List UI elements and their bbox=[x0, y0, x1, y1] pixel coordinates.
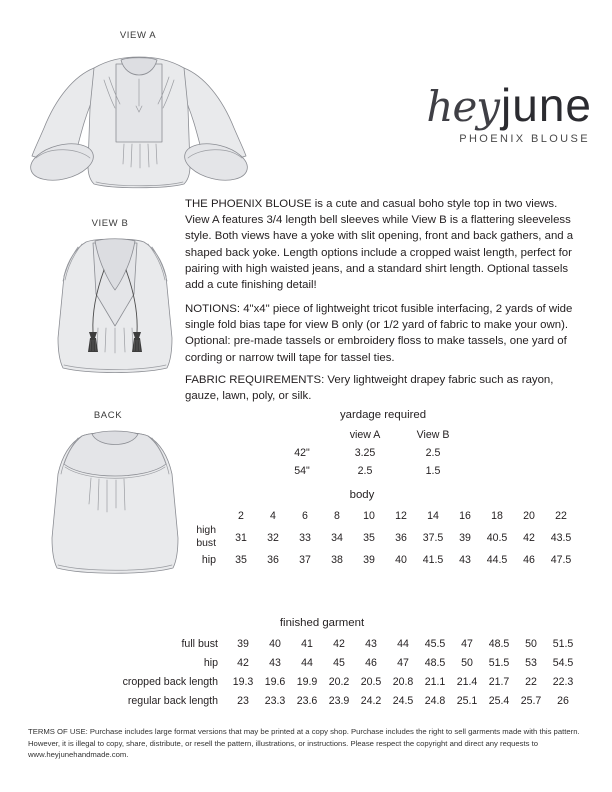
fin-cell: 21.7 bbox=[488, 675, 510, 688]
body-cell: 36 bbox=[395, 531, 407, 544]
body-cell: 32 bbox=[267, 531, 279, 544]
pattern-name: PHOENIX BLOUSE bbox=[459, 133, 590, 145]
logo-sans-text: june bbox=[501, 79, 592, 131]
brand-logo bbox=[392, 72, 592, 145]
fin-cell: 41 bbox=[301, 637, 313, 650]
size-header: 10 bbox=[363, 509, 375, 522]
fin-cell: 19.9 bbox=[296, 675, 318, 688]
fin-cell: 24.8 bbox=[424, 694, 446, 707]
body-cell: 40.5 bbox=[486, 531, 508, 544]
table-row bbox=[283, 462, 467, 480]
fin-cell: 47 bbox=[397, 656, 409, 669]
size-header: 20 bbox=[523, 509, 535, 522]
back-view-illustration bbox=[36, 426, 196, 586]
description-paragraph: THE PHOENIX BLOUSE is a cute and casual boho style top in two views. View A features 3/4 length bell sleeves while View B is a flattering sleeveless style. Both views have a yoke with slit opening, front and back gathers, and a shaped back yoke. Length options include a cropped waist length, perfect for pairing with high waisted jeans, and a standard shirt length. Optional tassels add a cute finishing detail! bbox=[185, 198, 574, 292]
fin-cell: 19.3 bbox=[232, 675, 254, 688]
body-cell: 44.5 bbox=[486, 553, 508, 566]
fin-row-label: hip bbox=[203, 656, 218, 669]
body-cell: 33 bbox=[299, 531, 311, 544]
fin-cell: 43 bbox=[269, 656, 281, 669]
body-cell: 34 bbox=[331, 531, 343, 544]
yardage-cell: 2.5 bbox=[425, 447, 441, 459]
fin-cell: 25.4 bbox=[488, 694, 510, 707]
fabric-requirements-paragraph: FABRIC REQUIREMENTS: Very lightweight drapey fabric such as rayon, gauze, lawn, poly, or silk. bbox=[185, 374, 554, 403]
body-cell: 47.5 bbox=[550, 553, 572, 566]
fin-cell: 22.3 bbox=[552, 675, 574, 688]
body-size-header-row bbox=[176, 506, 577, 525]
table-row bbox=[96, 672, 579, 691]
view-a-illustration bbox=[16, 46, 276, 196]
body-cell: 39 bbox=[363, 553, 375, 566]
fin-cell: 23.9 bbox=[328, 694, 350, 707]
fin-row-label: regular back length bbox=[127, 694, 218, 707]
fin-row-label: full bust bbox=[181, 637, 218, 650]
fin-cell: 23.6 bbox=[296, 694, 318, 707]
table-row bbox=[96, 653, 579, 672]
finished-garment-table-title: finished garment bbox=[279, 617, 365, 629]
notions-paragraph: NOTIONS: 4"x4" piece of lightweight tricot fusible interfacing, 2 yards of wide single fold bias tape for view B only (or 1/2 yard of fabric to make your own). Optional: pre-made tassels or embroidery floss to make tassels, one yard of cording or narrow twill tape for tassel ties. bbox=[185, 303, 573, 364]
yardage-cell: 3.25 bbox=[354, 447, 376, 459]
fin-cell: 19.6 bbox=[264, 675, 286, 688]
table-row bbox=[283, 444, 467, 462]
fin-cell: 54.5 bbox=[552, 656, 574, 669]
size-header: 14 bbox=[427, 509, 439, 522]
body-measurements-table bbox=[176, 506, 577, 569]
body-cell: 37 bbox=[299, 553, 311, 566]
fin-cell: 20.8 bbox=[392, 675, 414, 688]
fin-cell: 40 bbox=[269, 637, 281, 650]
fin-cell: 46 bbox=[365, 656, 377, 669]
yardage-cell: 1.5 bbox=[425, 465, 441, 477]
yardage-cell: 2.5 bbox=[357, 465, 373, 477]
back-view-label: BACK bbox=[93, 410, 123, 421]
fin-cell: 23.3 bbox=[264, 694, 286, 707]
fin-cell: 24.2 bbox=[360, 694, 382, 707]
size-header: 8 bbox=[334, 509, 340, 522]
fin-cell: 21.4 bbox=[456, 675, 478, 688]
fin-cell: 45 bbox=[333, 656, 345, 669]
fin-cell: 51.5 bbox=[552, 637, 574, 650]
yardage-row-label: 54" bbox=[294, 465, 310, 477]
size-header: 6 bbox=[302, 509, 308, 522]
fin-cell: 53 bbox=[525, 656, 537, 669]
table-row bbox=[176, 525, 577, 550]
fin-cell: 20.5 bbox=[360, 675, 382, 688]
fin-cell: 45.5 bbox=[424, 637, 446, 650]
body-row-label-high-bust: high bust bbox=[196, 525, 216, 549]
fin-cell: 26 bbox=[557, 694, 569, 707]
fin-cell: 20.2 bbox=[328, 675, 350, 688]
fin-cell: 21.1 bbox=[424, 675, 446, 688]
yardage-col-view-b: View B bbox=[416, 429, 450, 441]
table-row bbox=[96, 691, 579, 710]
body-cell: 36 bbox=[267, 553, 279, 566]
terms-of-use: TERMS OF USE: Purchase includes large format versions that may be printed at a copy shop. Purchase includes the right to sell garments made with this pattern. However, it is illegal to copy, share, distribute, or resell the pattern, illustrations, or instructions. Please respect the copyright and direct any requests to www.heyjunehandmade.com. bbox=[28, 727, 580, 760]
fin-cell: 25.1 bbox=[456, 694, 478, 707]
body-cell: 40 bbox=[395, 553, 407, 566]
fin-cell: 42 bbox=[237, 656, 249, 669]
body-cell: 35 bbox=[363, 531, 375, 544]
yardage-table-title: yardage required bbox=[339, 409, 427, 421]
body-cell: 43.5 bbox=[550, 531, 572, 544]
size-header: 12 bbox=[395, 509, 407, 522]
body-cell: 46 bbox=[523, 553, 535, 566]
body-cell: 39 bbox=[459, 531, 471, 544]
finished-garment-table bbox=[96, 634, 579, 710]
fin-cell: 44 bbox=[301, 656, 313, 669]
yardage-table bbox=[283, 426, 467, 480]
fin-cell: 25.7 bbox=[520, 694, 542, 707]
body-cell: 31 bbox=[235, 531, 247, 544]
body-cell: 41.5 bbox=[422, 553, 444, 566]
body-row-label-hip: hip bbox=[201, 553, 216, 566]
fin-cell: 42 bbox=[333, 637, 345, 650]
view-a-label: VIEW A bbox=[119, 30, 157, 41]
fin-cell: 23 bbox=[237, 694, 249, 707]
fin-cell: 43 bbox=[365, 637, 377, 650]
fin-cell: 50 bbox=[461, 656, 473, 669]
fin-cell: 44 bbox=[397, 637, 409, 650]
view-b-label: VIEW B bbox=[91, 218, 129, 229]
size-header: 2 bbox=[238, 509, 244, 522]
body-cell: 42 bbox=[523, 531, 535, 544]
yardage-header-row bbox=[283, 426, 467, 444]
fin-cell: 24.5 bbox=[392, 694, 414, 707]
size-header: 22 bbox=[555, 509, 567, 522]
fin-cell: 22 bbox=[525, 675, 537, 688]
size-header: 18 bbox=[491, 509, 503, 522]
fin-cell: 50 bbox=[525, 637, 537, 650]
table-row bbox=[176, 550, 577, 569]
table-row bbox=[96, 634, 579, 653]
yardage-row-label: 42" bbox=[294, 447, 310, 459]
size-header: 4 bbox=[270, 509, 276, 522]
body-cell: 35 bbox=[235, 553, 247, 566]
fin-row-label: cropped back length bbox=[122, 675, 218, 688]
fin-cell: 48.5 bbox=[424, 656, 446, 669]
fin-cell: 39 bbox=[237, 637, 249, 650]
fin-cell: 48.5 bbox=[488, 637, 510, 650]
view-b-illustration bbox=[38, 234, 193, 384]
logo-script-text: hey bbox=[426, 82, 500, 131]
fin-cell: 51.5 bbox=[488, 656, 510, 669]
body-cell: 37.5 bbox=[422, 531, 444, 544]
body-table-title: body bbox=[349, 489, 375, 501]
fin-cell: 47 bbox=[461, 637, 473, 650]
body-cell: 38 bbox=[331, 553, 343, 566]
size-header: 16 bbox=[459, 509, 471, 522]
yardage-col-view-a: view A bbox=[349, 429, 381, 441]
body-cell: 43 bbox=[459, 553, 471, 566]
